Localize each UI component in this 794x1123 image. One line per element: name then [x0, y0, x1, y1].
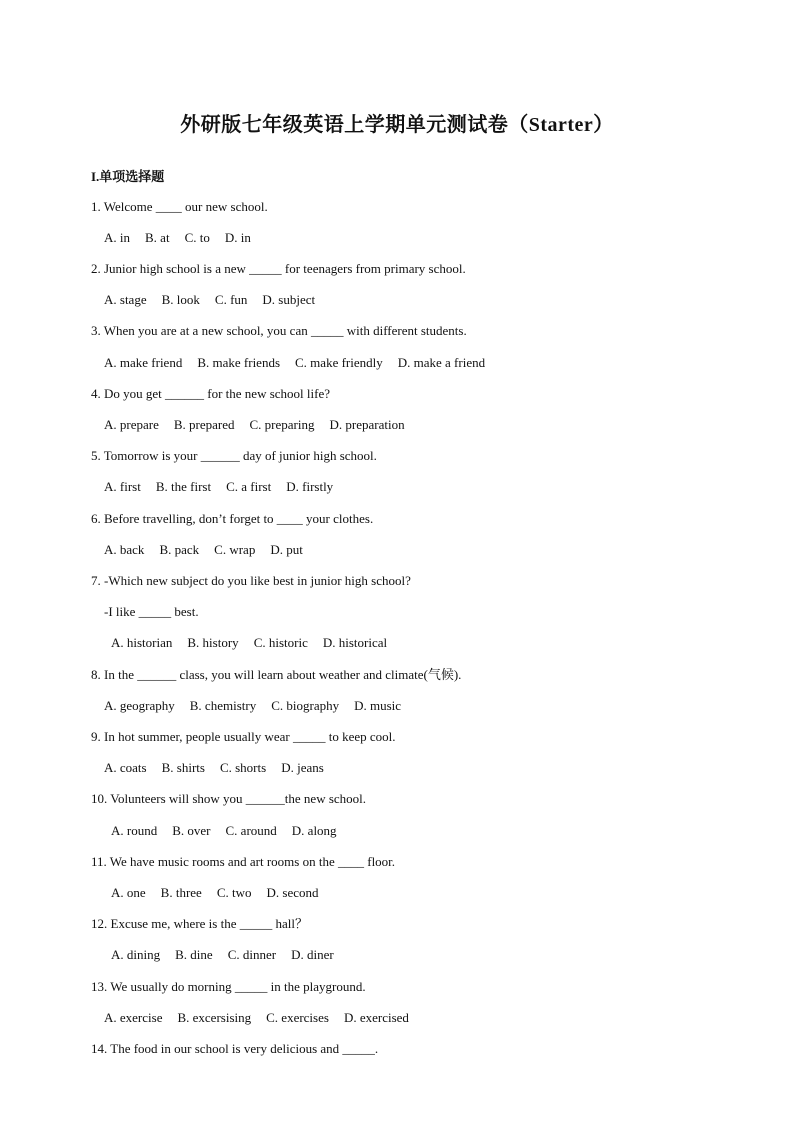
option: D. make a friend [397, 355, 486, 370]
option: D. along [291, 823, 337, 838]
option: C. exercises [266, 1010, 329, 1025]
option: B. three [160, 885, 202, 900]
option: C. wrap [214, 542, 256, 557]
option: B. dine [175, 947, 213, 962]
question-options [111, 884, 334, 902]
option: B. at [145, 230, 170, 245]
question-text: 5. Tomorrow is your ______ day of junior high school. [91, 448, 377, 463]
option: D. second [266, 885, 319, 900]
option: D. firstly [286, 479, 334, 494]
question-options [104, 759, 339, 777]
option: A. round [111, 823, 158, 838]
option: A. first [104, 479, 141, 494]
option: B. the first [155, 479, 212, 494]
option: C. preparing [249, 417, 315, 432]
option: C. make friendly [295, 355, 383, 370]
option: D. subject [262, 292, 316, 307]
question-options [104, 478, 348, 496]
question-text: 7. -Which new subject do you like best in junior high school? [91, 573, 411, 588]
question-text: 1. Welcome ____ our new school. [91, 199, 268, 214]
option: A. historian [111, 635, 173, 650]
option: D. exercised [343, 1010, 409, 1025]
option: A. coats [104, 760, 147, 775]
option: A. prepare [104, 417, 159, 432]
question-text: 8. In the ______ class, you will learn about weather and climate(气候). [91, 667, 462, 682]
option: D. music [354, 698, 402, 713]
page-title: 外研版七年级英语上学期单元测试卷（Starter） [180, 114, 614, 136]
option: C. fun [214, 292, 248, 307]
question-text: 9. In hot summer, people usually wear _____ to keep cool. [91, 729, 396, 744]
question-text: 6. Before travelling, don’t forget to ____ your clothes. [91, 511, 374, 526]
question-options [104, 354, 500, 372]
option: C. dinner [227, 947, 277, 962]
option: D. historical [322, 635, 388, 650]
question-text: 12. Excuse me, where is the _____ hall？ [91, 916, 308, 931]
option: B. shirts [161, 760, 205, 775]
option: C. two [216, 885, 252, 900]
option: A. dining [111, 947, 161, 962]
option: C. biography [271, 698, 340, 713]
question-text-reply: -I like _____ best. [104, 604, 199, 619]
question-options [104, 1009, 424, 1027]
option: A. make friend [104, 355, 183, 370]
option: B. excersising [177, 1010, 252, 1025]
question-options [111, 946, 349, 964]
option: C. around [225, 823, 277, 838]
option: B. history [187, 635, 239, 650]
option: A. exercise [104, 1010, 163, 1025]
option: D. in [224, 230, 251, 245]
option: C. to [184, 230, 210, 245]
option: A. one [111, 885, 146, 900]
option: B. prepared [173, 417, 235, 432]
option: D. diner [291, 947, 334, 962]
option: D. preparation [329, 417, 405, 432]
option: A. geography [104, 698, 175, 713]
question-options [104, 541, 318, 559]
option: B. look [161, 292, 200, 307]
section-heading: I.单项选择题 [91, 169, 165, 184]
question-text: 2. Junior high school is a new _____ for teenagers from primary school. [91, 261, 466, 276]
option: C. shorts [219, 760, 267, 775]
option: D. jeans [281, 760, 324, 775]
option: A. back [104, 542, 145, 557]
question-text: 4. Do you get ______ for the new school life? [91, 386, 331, 401]
option: B. over [172, 823, 211, 838]
option: A. in [104, 230, 130, 245]
question-text: 11. We have music rooms and art rooms on the ____ floor. [91, 854, 396, 869]
question-options [111, 634, 402, 652]
option: B. make friends [197, 355, 281, 370]
question-options [111, 822, 352, 840]
question-text: 13. We usually do morning _____ in the playground. [91, 979, 366, 994]
question-text: 10. Volunteers will show you ______the new school. [91, 791, 367, 806]
question-options [104, 291, 330, 309]
option: B. chemistry [189, 698, 257, 713]
option: C. a first [226, 479, 272, 494]
option: B. pack [159, 542, 200, 557]
question-options [104, 697, 416, 715]
question-options [104, 229, 266, 247]
question-options [104, 416, 420, 434]
option: D. put [270, 542, 303, 557]
option: A. stage [104, 292, 147, 307]
option: C. historic [253, 635, 308, 650]
question-text: 3. When you are at a new school, you can _____ with different students. [91, 323, 467, 338]
question-text: 14. The food in our school is very delicious and _____. [91, 1041, 379, 1056]
